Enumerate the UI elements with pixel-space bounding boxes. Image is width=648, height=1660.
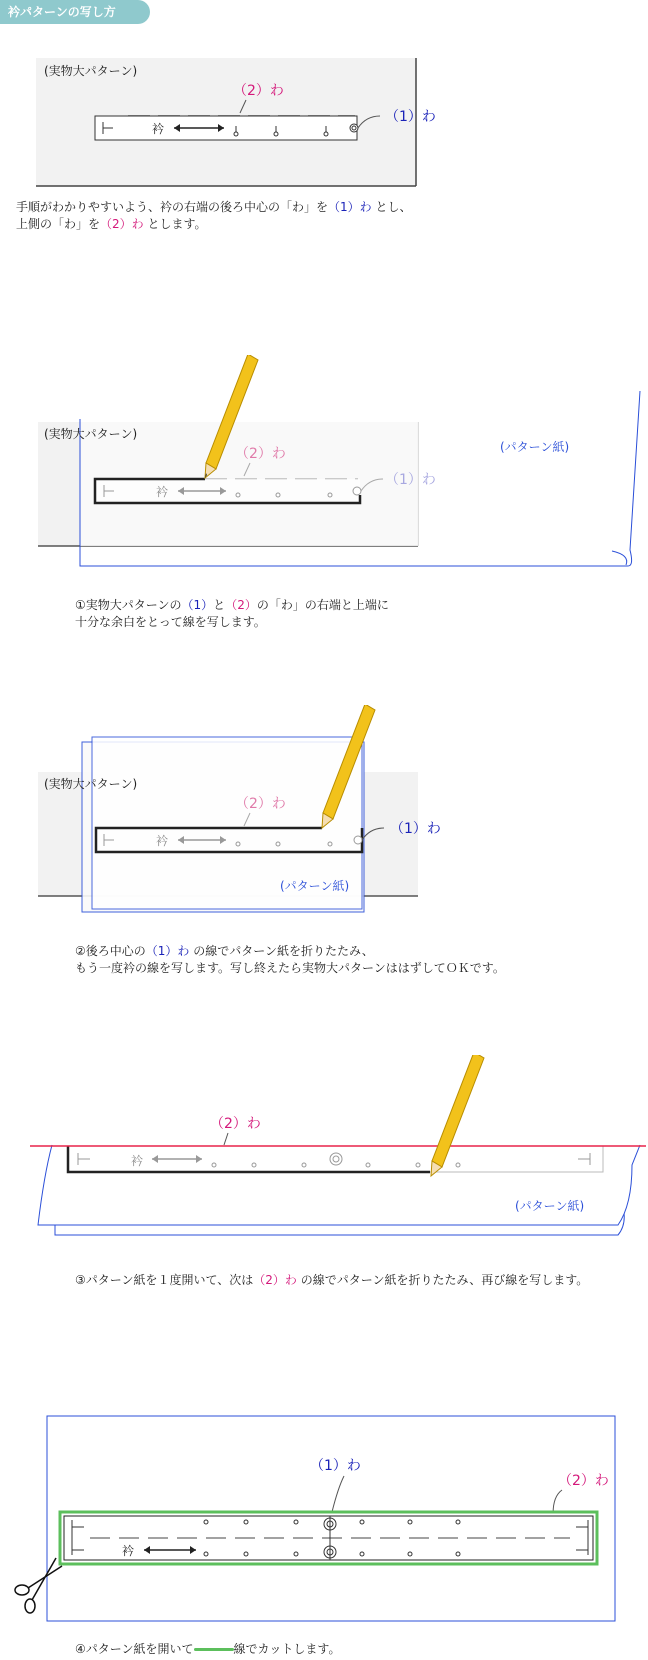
figure-step3 <box>0 1055 648 1255</box>
actual-pattern-label: (実物大パターン) <box>44 64 138 78</box>
svg-text:（1）わ: （1）わ <box>390 821 441 837</box>
svg-text:（2）わ: （2）わ <box>235 796 286 812</box>
collar-label: 衿 <box>152 122 165 136</box>
svg-text:（2）わ: （2）わ <box>210 1116 261 1132</box>
svg-text:（1）わ: （1）わ <box>310 1458 361 1474</box>
svg-text:(パターン紙): (パターン紙) <box>515 1199 585 1213</box>
svg-text:（1）わ: （1）わ <box>385 472 436 488</box>
svg-text:(パターン紙): (パターン紙) <box>280 879 350 893</box>
svg-text:衿: 衿 <box>122 1544 135 1558</box>
step2-text: ②後ろ中心の（1）わ の線でパターン紙を折りたたみ、 もう一度衿の線を写します。写し終えたら実物大パターンははずしてＯＫです。 <box>75 944 505 975</box>
svg-text:衿: 衿 <box>156 485 169 499</box>
svg-text:(実物大パターン): (実物大パターン) <box>44 777 138 791</box>
step3-text: ③パターン紙を１度開いて、次は（2）わ の線でパターン紙を折りたたみ、再び線を写します。 <box>75 1273 589 1287</box>
svg-text:（2）わ: （2）わ <box>235 446 286 462</box>
svg-text:衿: 衿 <box>156 834 169 848</box>
fold2-label: （2）わ <box>233 83 284 99</box>
svg-text:(実物大パターン): (実物大パターン) <box>44 427 138 441</box>
svg-text:衿: 衿 <box>131 1154 144 1168</box>
pattern-paper-label: (パターン紙) <box>500 440 570 454</box>
step4-text: ④パターン紙を開いて 線でカットします。 <box>75 1642 341 1656</box>
figure-intro <box>0 0 648 200</box>
page-title: 衿パターンの写し方 <box>0 0 150 24</box>
figure-step2 <box>0 705 648 925</box>
intro-text: 手順がわかりやすいよう、衿の右端の後ろ中心の「わ」を（1）わ とし、 上側の「わ」を（2）わ とします。 <box>16 200 412 231</box>
cut-line-swatch <box>194 1648 234 1651</box>
figure-step1 <box>0 355 648 585</box>
svg-text:（2）わ: （2）わ <box>558 1473 609 1489</box>
step1-text: ①実物大パターンの（1）と（2）の「わ」の右端と上端に 十分な余白をとって線を写します。 <box>75 598 389 629</box>
figure-step4 <box>0 1400 648 1640</box>
fold1-label: （1）わ <box>385 109 436 125</box>
